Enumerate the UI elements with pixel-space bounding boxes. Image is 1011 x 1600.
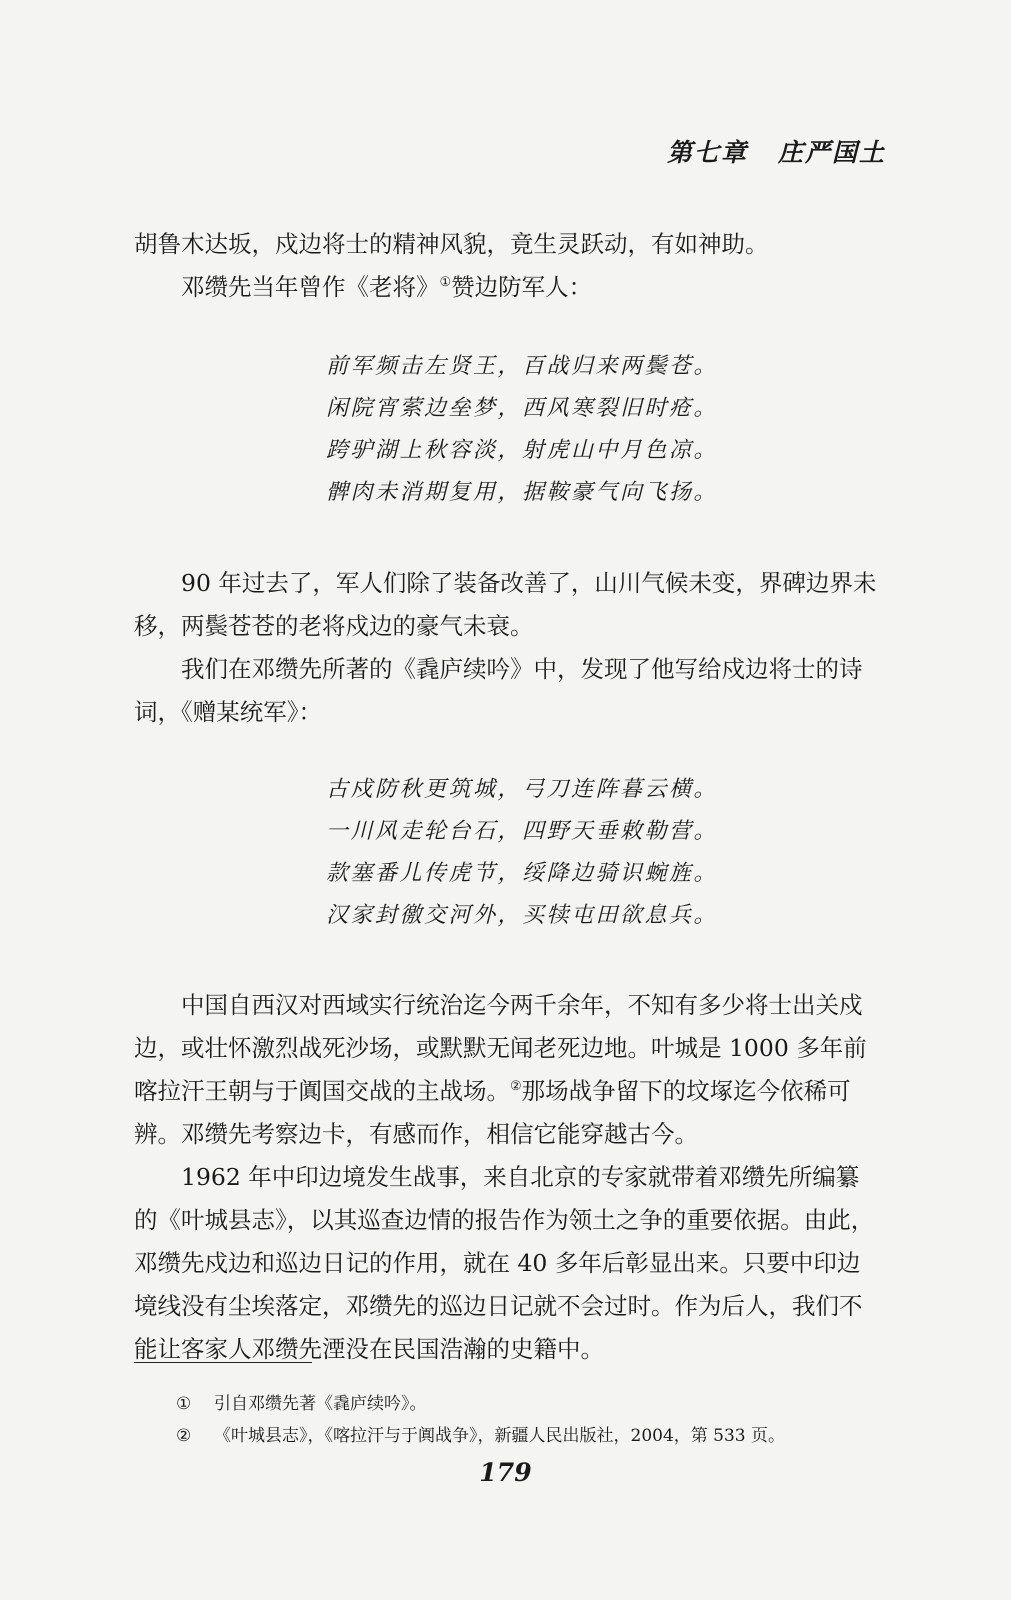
poem-line: 一川风走轮台石，四野天垂敕勒营。 [326, 819, 719, 844]
poem-line: 前军频击左贤王，百战归来两鬓苍。 [326, 354, 719, 379]
footnote-mark: ① [176, 1394, 192, 1414]
footnote-divider [134, 1362, 312, 1363]
footnote-text: 《叶城县志》，《喀拉汗与于阗战争》，新疆人民出版社，2004，第 533 页。 [214, 1426, 786, 1446]
paragraph-5-text-b: 那场战争留下的坟塚迄今依稀可辨。邓缵先考察边卡，有感而作，相信它能穿越古今。 [134, 1077, 851, 1148]
paragraph-6 [134, 1156, 879, 1371]
footnote-ref-2: ② [510, 1079, 522, 1095]
footnotes [176, 1388, 785, 1452]
paragraph-1: 胡鲁木达坂，戍边将士的精神风貌，竟生灵跃动，有如神助。 [134, 230, 769, 258]
paragraph-3-text: 90 年过去了，军人们除了装备改善了，山川气候未变，界碑边界未移，两鬓苍苍的老将戍边的豪气未衰。 [134, 569, 877, 640]
page-number: 179 [479, 1458, 532, 1487]
paragraph-5-text-a: 中国自西汉对西域实行统治迄今两千余年，不知有多少将士出关戍边，或壮怀激烈战死沙场，或默默无闻老死边地。叶城是 1000 多年前喀拉汗王朝与于阗国交战的主战场。 [134, 991, 867, 1105]
poem-line: 闲院宵萦边垒梦，西风寒裂旧时疮。 [326, 396, 719, 421]
footnote-text: 引自邓缵先著《毳庐续吟》。 [214, 1394, 427, 1414]
poem-line: 款塞番儿传虎节，绥降边骑识蜿旌。 [326, 861, 719, 886]
paragraph-6-text: 1962 年中印边境发生战事，来自北京的专家就带着邓缵先所编纂的《叶城县志》，以其巡查边情的报告作为领土之争的重要依据。由此，邓缵先戍边和巡边日记的作用，就在 40 多年后彰显出来。只要中印边境线没有尘埃落定，邓缵先的巡边日记就不会过时。作为后人，我们不能让客家人邓缵先湮没在民国浩瀚的史籍中。 [134, 1163, 875, 1363]
footnote-ref-1: ① [439, 275, 452, 291]
paragraph-2 [134, 266, 879, 309]
poem-zeng-mou-tong-jun [326, 769, 718, 937]
footnote-2 [176, 1420, 785, 1452]
poem-line: 古戍防秋更筑城，弓刀连阵暮云横。 [326, 777, 719, 802]
footnote-1 [176, 1388, 785, 1420]
poem-line: 汉家封徼交河外，买犊屯田欲息兵。 [326, 903, 719, 928]
paragraph-5 [134, 984, 879, 1156]
paragraph-4 [134, 648, 879, 734]
paragraph-3 [134, 562, 879, 648]
paragraph-4-text: 我们在邓缵先所著的《毳庐续吟》中，发现了他写给戍边将士的诗词，《赠某统军》： [134, 655, 863, 726]
poem-line: 跨驴湖上秋容淡，射虎山中月色凉。 [326, 438, 719, 463]
chapter-number: 第七章 [666, 138, 748, 167]
paragraph-2-text-a: 邓缵先当年曾作《老将》 [181, 273, 440, 301]
paragraph-2-text-b: 赞边防军人： [451, 273, 593, 301]
poem-line: 髀肉未消期复用，据鞍豪气向飞扬。 [326, 480, 719, 505]
footnote-mark: ② [176, 1426, 192, 1446]
chapter-title: 庄严国土 [777, 138, 886, 167]
poem-lao-jiang [326, 346, 718, 514]
running-head [667, 133, 886, 169]
